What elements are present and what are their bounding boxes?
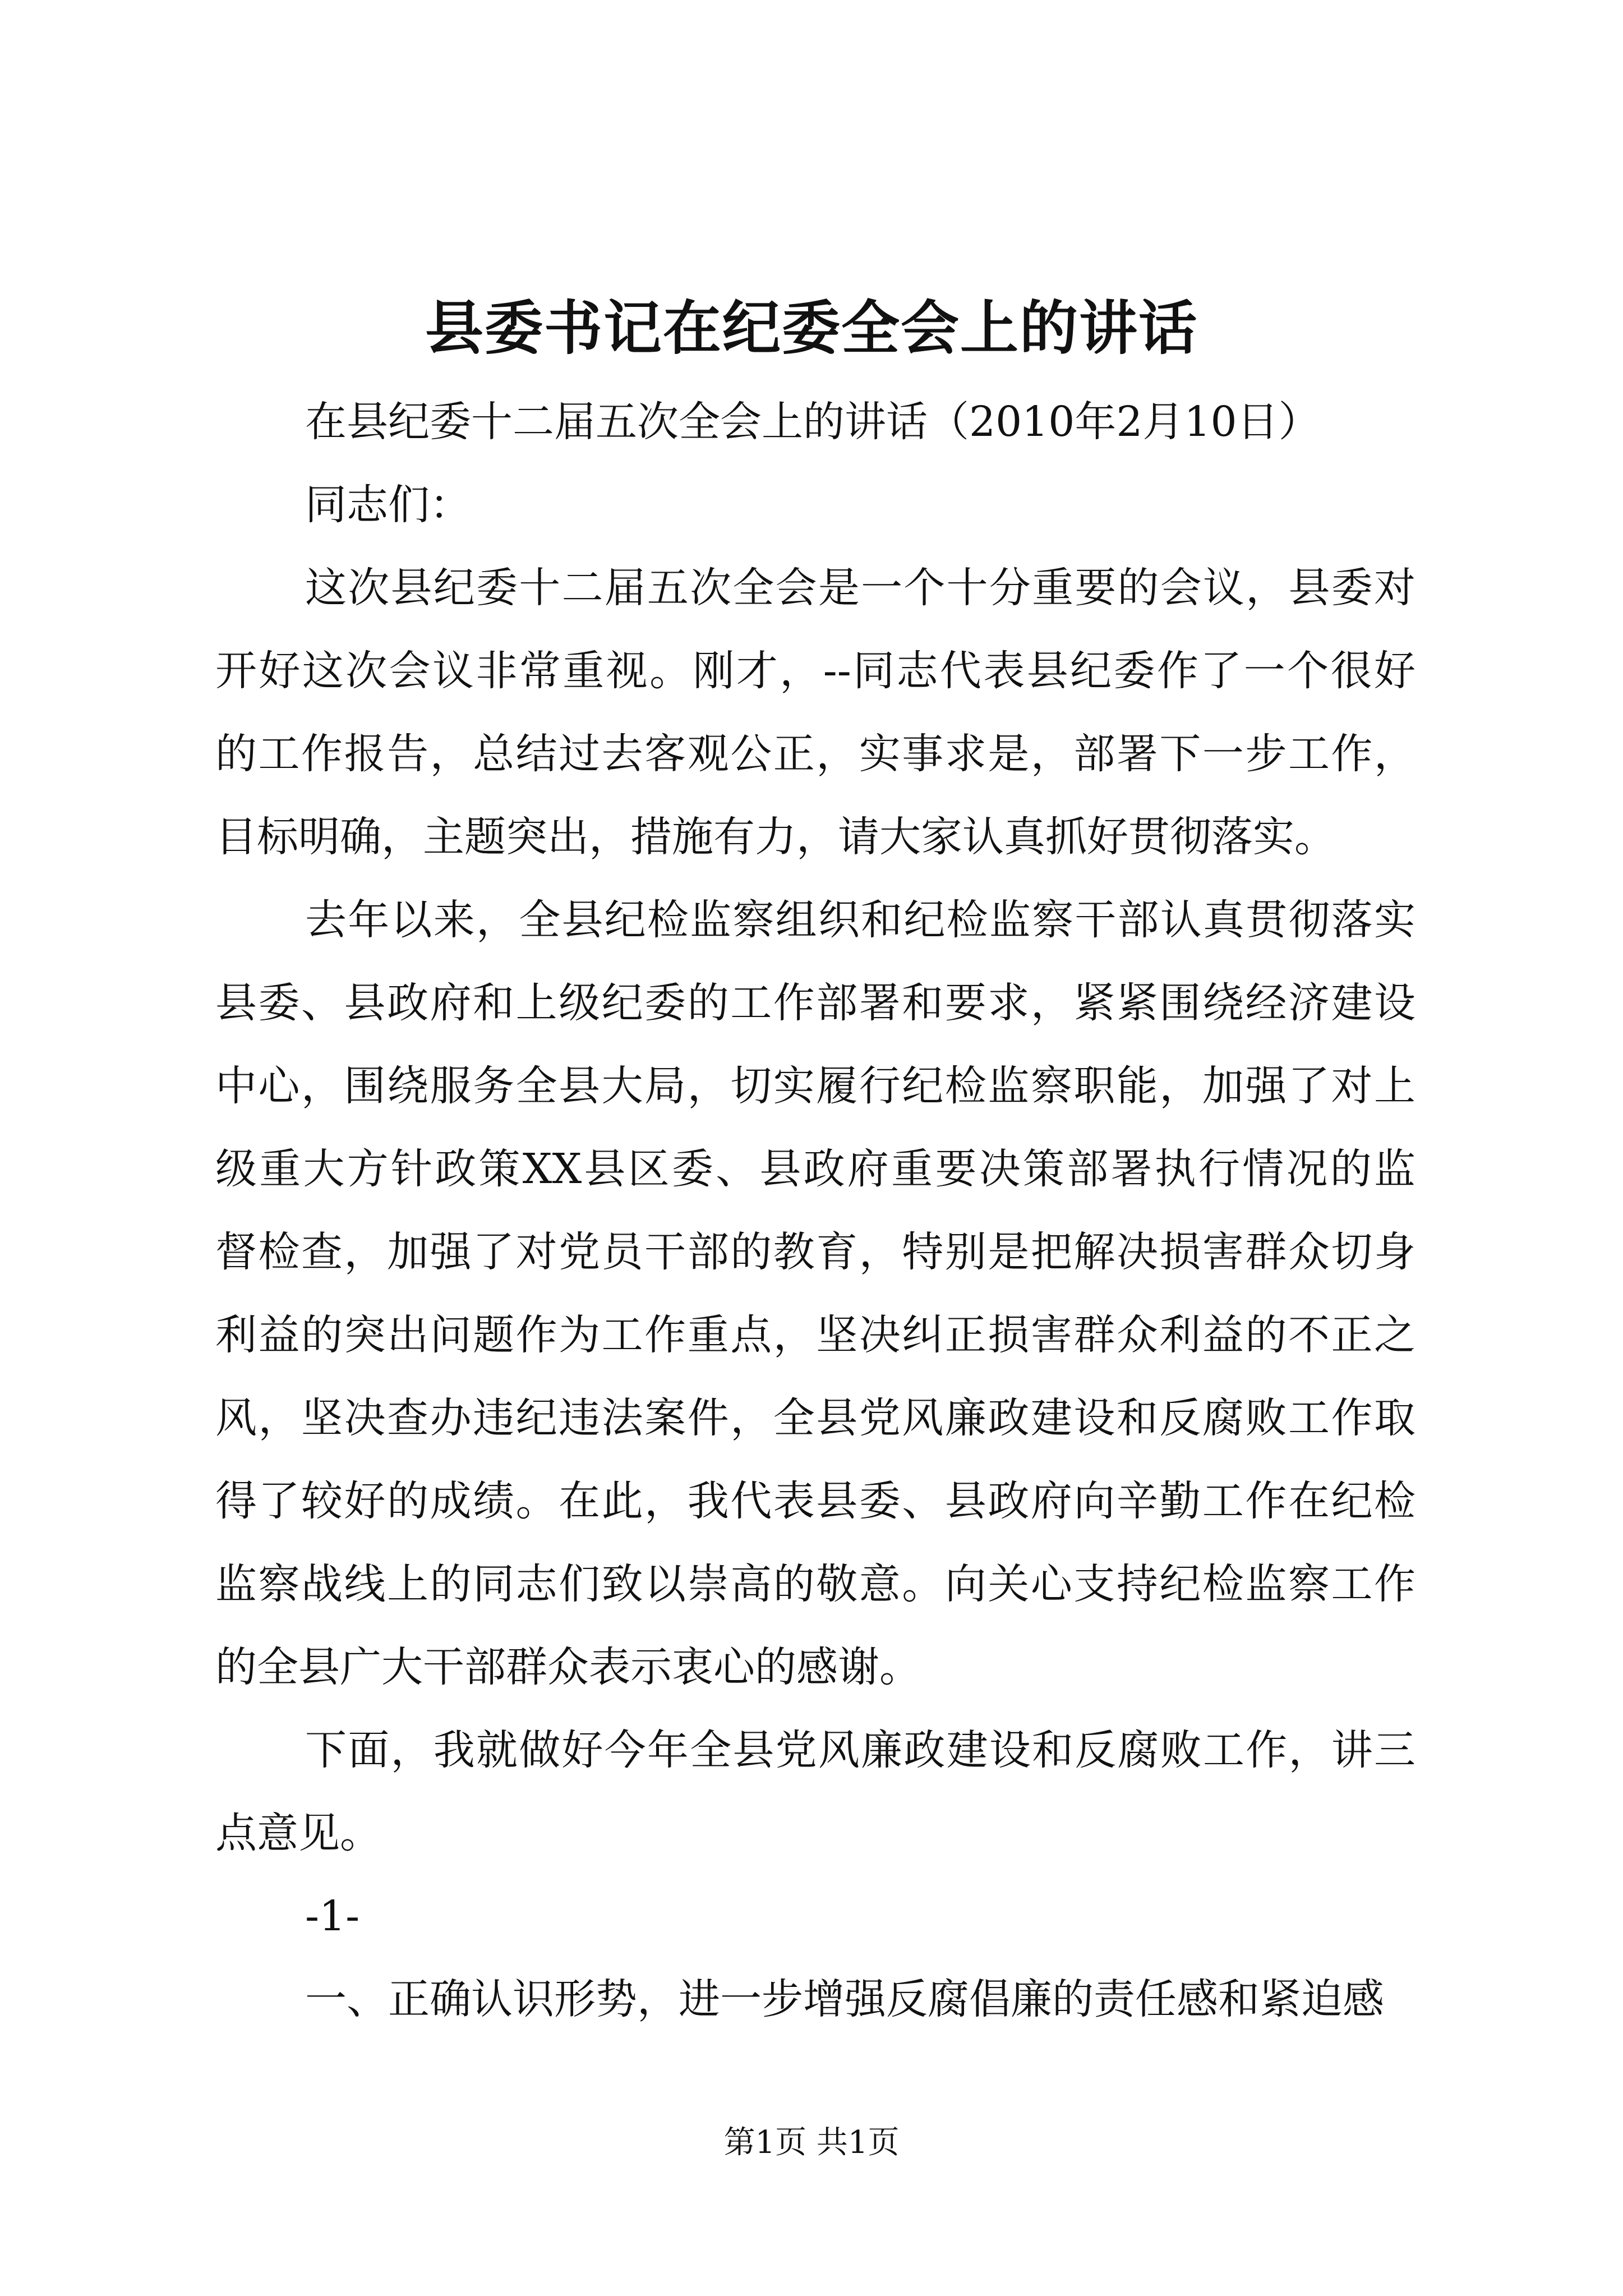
document-body bbox=[215, 380, 1415, 2041]
paragraph-line: 下面，我就做好今年全县党风廉政建设和反腐败工作，讲三 bbox=[305, 1726, 1415, 1774]
paragraph-line: 监察战线上的同志们致以崇高的敬意。向关心支持纪检监察工作 bbox=[215, 1560, 1415, 1608]
paragraph-line: 利益的突出问题作为工作重点，坚决纠正损害群众利益的不正之 bbox=[215, 1311, 1415, 1359]
paragraph-line: 的工作报告，总结过去客观公正，实事求是，部署下一步工作， bbox=[215, 730, 1415, 778]
paragraph-line: 目标明确，主题突出，措施有力，请大家认真抓好贯彻落实。 bbox=[215, 813, 1336, 861]
inline-page-number: -1- bbox=[305, 1892, 360, 1940]
paragraph-line: 督检查，加强了对党员干部的教育，特别是把解决损害群众切身 bbox=[215, 1228, 1415, 1276]
section-heading: 一、正确认识形势，进一步增强反腐倡廉的责任感和紧迫感 bbox=[305, 1975, 1384, 2023]
speech-subtitle-line: 在县纪委十二届五次全会上的讲话（2010年2月10日） bbox=[305, 398, 1320, 446]
paragraph-line: 开好这次会议非常重视。刚才，--同志代表县纪委作了一个很好 bbox=[215, 647, 1415, 695]
page-footer: 第1页 共1页 bbox=[723, 2124, 900, 2161]
paragraph-line: 的全县广大干部群众表示衷心的感谢。 bbox=[215, 1643, 921, 1691]
paragraph-line: 这次县纪委十二届五次全会是一个十分重要的会议，县委对 bbox=[305, 564, 1415, 612]
paragraph-line: 得了较好的成绩。在此，我代表县委、县政府向辛勤工作在纪检 bbox=[215, 1477, 1415, 1525]
paragraph-line: 风，坚决查办违纪违法案件，全县党风廉政建设和反腐败工作取 bbox=[215, 1394, 1415, 1442]
paragraph-line: 级重大方针政策XX县区委、县政府重要决策部署执行情况的监 bbox=[215, 1145, 1415, 1193]
paragraph-line: 县委、县政府和上级纪委的工作部署和要求，紧紧围绕经济建设 bbox=[215, 979, 1415, 1027]
paragraph-line: 点意见。 bbox=[215, 1809, 381, 1857]
document-title: 县委书记在纪委全会上的讲话 bbox=[425, 293, 1198, 362]
paragraph-line: 去年以来，全县纪检监察组织和纪检监察干部认真贯彻落实 bbox=[305, 896, 1415, 944]
paragraph-line: 中心，围绕服务全县大局，切实履行纪检监察职能，加强了对上 bbox=[215, 1062, 1415, 1110]
salutation-line: 同志们： bbox=[305, 481, 471, 529]
